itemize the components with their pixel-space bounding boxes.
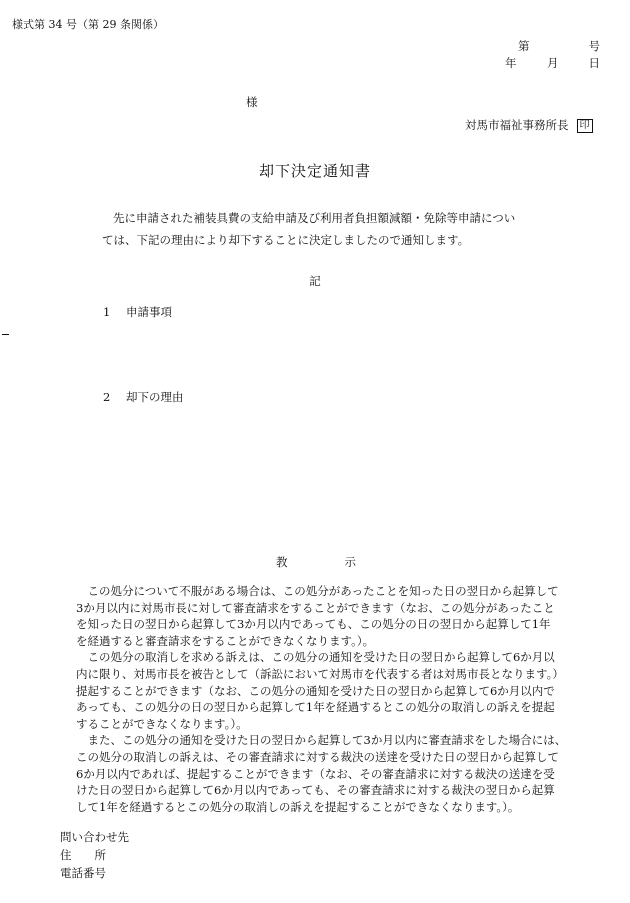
instruction-line: けた日の翌日から起算して6か月以内であっても、その審査請求に対する裁決の翌日から起算: [76, 783, 555, 798]
addressee: 様: [246, 95, 258, 109]
instruction-line: この処分の取消しの訴えは、その審査請求に対する裁決の送達を受けた日の翌日から起算して: [76, 749, 559, 764]
date-year: 年: [505, 56, 517, 70]
item-number: 2: [103, 390, 111, 404]
instruction-heading: [276, 554, 356, 570]
item-label: 申請事項: [126, 305, 172, 319]
date-day: 日: [588, 56, 600, 70]
instruction-line: 提起することができます（なお、この処分の通知を受けた日の翌日から起算して6か月以内で: [76, 683, 555, 698]
instruction-line: 3か月以内に対馬市長に対して審査請求をすることができます（なお、この処分があったこと: [76, 600, 555, 615]
intro-line: 先に申請された補装具費の支給申請及び利用者負担額減額・免除等申請につい: [113, 211, 516, 225]
instruction-line: を知った日の翌日から起算して3か月以内であっても、この処分の日の翌日から起算して1年: [76, 617, 551, 632]
contact-address-label: 住 所: [60, 848, 106, 862]
instruction-line: 内に限り、対馬市長を被告として（訴訟において対馬市を代表する者は対馬市長となります。）: [76, 666, 564, 681]
contact-heading: 問い合わせ先: [60, 830, 129, 844]
item-label: 却下の理由: [126, 390, 184, 404]
instruction-line: あっても、この処分の日の翌日から起算して1年を経過するとこの処分の取消しの訴えを提起: [76, 700, 555, 715]
instruction-line: することができなくなります。）。: [76, 716, 248, 731]
margin-mark: [2, 334, 9, 335]
instruction-heading-a: 教: [276, 555, 288, 569]
instruction-line: この処分の取消しを求める訴えは、この処分の通知を受けた日の翌日から起算して6か月以: [76, 650, 555, 665]
instruction-line: また、この処分の通知を受けた日の翌日から起算して3か月以内に審査請求をした場合には、: [76, 733, 567, 748]
issuer: [465, 117, 593, 133]
page-title: 却下決定通知書: [258, 162, 371, 180]
doc-number-prefix: 第: [518, 39, 530, 53]
form-number: 様式第 34 号（第 29 条関係）: [12, 18, 164, 31]
intro-line: ては、下記の理由により却下することに決定しましたので通知します。: [102, 233, 470, 247]
issuer-name: 対馬市福祉事務所長: [465, 118, 569, 132]
date-month: 月: [547, 56, 559, 70]
intro-paragraph: [102, 207, 572, 251]
instruction-line: この処分について不服がある場合は、この処分があったことを知った日の翌日から起算して: [76, 584, 559, 598]
instruction-line: 6か月以内であれば、提起することができます（なお、その審査請求に対する裁決の送達を受: [76, 766, 555, 781]
item-number: 1: [103, 305, 111, 319]
item-application-matter: [103, 304, 172, 320]
item-rejection-reason: [103, 389, 184, 405]
ki-heading: 記: [309, 274, 321, 288]
instruction-line: して1年を経過するとこの処分の取消しの訴えを提起することができなくなります。）。: [76, 799, 520, 814]
instruction-line: を経過すると審査請求をすることができなくなります。）。: [76, 633, 375, 648]
instruction-text: [76, 583, 586, 815]
seal-mark: 印: [577, 119, 593, 133]
contact-block: [60, 828, 129, 882]
instruction-heading-b: 示: [344, 555, 356, 569]
doc-number-suffix: 号: [588, 39, 600, 53]
contact-phone-label: 電話番号: [60, 866, 106, 880]
